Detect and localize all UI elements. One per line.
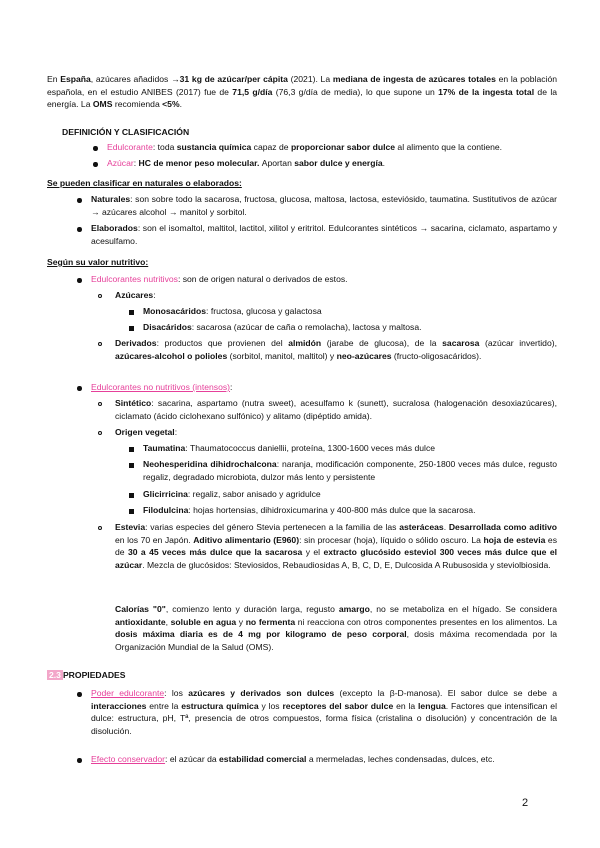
poder-text: entre la	[146, 700, 182, 711]
intro-text: recomienda	[112, 99, 163, 110]
estevia-text: Aditivo alimentario (E960)	[193, 534, 300, 545]
calorias-text: Calorías "0"	[115, 604, 166, 614]
poder-text: azúcares y derivados son dulces	[188, 688, 335, 698]
square-bullet-icon	[129, 310, 134, 315]
calorias-text: , no se metaboliza en el hígado. Se considera	[369, 604, 557, 614]
derivados-text: neo-azúcares	[336, 350, 392, 361]
estevia-text: 30 a 45 veces más dulce que la sacarosa	[127, 547, 303, 558]
derivados-text: : productos que provienen del	[156, 338, 289, 348]
label-origen-vegetal: Origen vegetal	[115, 427, 175, 437]
intro-text: España	[60, 74, 91, 84]
square-bullet-icon	[129, 493, 134, 498]
poder-text: : los	[164, 688, 189, 698]
azucares-item	[115, 289, 156, 302]
calorias-text: soluble en agua	[170, 616, 237, 627]
sintetico-text: : sacarina, aspartamo (nutra sweet), acesulfamo k (sunett), sucralosa (halogenación desoxiazúcares), ciclamato (ácido ciclohexano sulfónico) y alitamo (dipéptido amida).	[115, 398, 557, 421]
derivados-text: almidón	[288, 338, 322, 348]
def-text: proporcionar sabor dulce	[290, 142, 396, 152]
calorias-text: antioxidante	[115, 616, 166, 627]
disacaridos-text: : sacarosa (azúcar de caña o remolacha), lactosa y maltosa.	[191, 322, 422, 332]
label-naturales: Naturales	[91, 194, 131, 204]
def-text: :	[133, 158, 139, 168]
neohesperidina-text: : naranja, modificación componente, 250-1800 veces más dulce, regusto regaliz, degradado microbiota, dulzor más lento y persistente	[143, 459, 557, 482]
label-filodulcina: Filodulcina	[143, 505, 189, 515]
poder-text: y los	[258, 700, 283, 711]
calorias-text: , comienzo lento y duración larga, regusto	[165, 604, 339, 614]
section-title-propiedades	[47, 669, 126, 682]
taumatina-text: : Thaumatococcus daniellii, proteína, 1300-1600 veces más dulce	[185, 443, 436, 453]
calorias-text: ni reacciona con otros componentes presentes en los alimentos. La	[295, 616, 557, 627]
subheader-naturales: Se pueden clasificar en naturales o elaborados:	[47, 178, 242, 188]
derivados-text: (azúcar invertido),	[479, 338, 557, 348]
naturales-item	[91, 193, 557, 218]
term-poder-edulcorante: Poder edulcorante	[91, 688, 165, 698]
calorias-text: y	[236, 616, 246, 627]
colon: :	[153, 290, 156, 300]
intro-text: .	[179, 99, 182, 110]
def-text: al alimento que la contiene.	[395, 142, 503, 152]
label-azucares: Azúcares	[115, 290, 154, 300]
poder-text: lengua	[418, 700, 446, 711]
circle-bullet-icon	[98, 342, 102, 346]
estevia-text: .	[443, 522, 449, 532]
taumatina-item	[143, 442, 557, 455]
subheader-valor-nutritivo: Según su valor nutritivo:	[47, 257, 149, 267]
section-title-definicion: DEFINICIÓN Y CLASIFICACIÓN	[62, 127, 190, 137]
conservador-text: a mermeladas, leches condensadas, dulces, etc.	[306, 754, 495, 764]
estevia-text: . Mezcla de glucósidos: Steviosidos, Rebaudiosidas A, B, C, D, E, Dulcosida A Rubusosida y steviolbiosida.	[142, 559, 551, 570]
derivados-text: (fructo-oligosacáridos).	[391, 350, 482, 361]
poder-text: interacciones	[91, 700, 147, 711]
derivados-text: (jarabe de glucosa), de la	[321, 338, 443, 348]
derivados-text: (sorbitol, manitol, maltitol) y	[227, 350, 337, 361]
estevia-text: es de	[115, 534, 557, 558]
intro-paragraph	[47, 73, 557, 111]
colon: :	[230, 382, 233, 392]
estevia-text: : varias especies del género Stevia pertenecen a la familia de las	[145, 522, 400, 532]
glicirricina-item	[143, 488, 321, 501]
derivados-item	[115, 337, 557, 362]
def-text: sabor dulce y energía	[294, 158, 383, 168]
def-text: .	[382, 158, 385, 168]
calorias-text: , dosis máxima recomendada por la Organización Mundial de la Salud (OMS).	[115, 629, 557, 652]
edulcorantes-nutritivos-text: : son de origen natural o derivados de estos.	[177, 274, 348, 284]
conservador-text: estabilidad comercial	[219, 754, 307, 764]
edulcorantes-nutritivos	[91, 273, 557, 286]
def-edulcorante	[107, 141, 557, 154]
derivados-text: sacarosa	[442, 338, 480, 348]
term-edulcorantes-no-nutritivos: Edulcorantes no nutritivos (intensos)	[91, 382, 231, 392]
bullet-icon	[77, 758, 82, 763]
intro-text: 17% de la ingesta total	[438, 86, 535, 97]
page-number: 2	[522, 797, 529, 809]
poder-text: (excepto la β-D-manosa). El sabor dulce se debe a	[334, 688, 558, 698]
filodulcina-item	[143, 504, 557, 517]
intro-text: En	[47, 74, 61, 84]
intro-text: en la población española, en el estudio ANIBES (2017) fue de	[47, 74, 558, 97]
term-edulcorantes-nutritivos: Edulcorantes nutritivos	[91, 274, 178, 284]
intro-text: de la energía. La	[47, 86, 558, 110]
poder-edulcorante-item	[91, 687, 557, 737]
poder-text: receptores del sabor dulce	[282, 700, 394, 711]
intro-text: 71,5 g/día	[232, 86, 273, 97]
monosacaridos-text: : fructosa, glucosa y galactosa	[206, 306, 322, 316]
label-derivados: Derivados	[115, 338, 157, 348]
glicirricina-text: : regaliz, sabor anisado y agridulce	[187, 489, 321, 499]
intro-text: OMS	[92, 99, 113, 110]
section-number-badge: 2.3	[49, 670, 61, 680]
estevia-text: hoja de estevia	[483, 534, 546, 545]
calorias-text: amargo	[338, 604, 370, 614]
bullet-icon	[77, 227, 82, 232]
label-monosacaridos: Monosacáridos	[143, 306, 207, 316]
bullet-icon	[77, 692, 82, 697]
calorias-text: dosis máxima diaria es de 4 mg por kilogramo de peso corporal	[115, 629, 407, 640]
label-taumatina: Taumatina	[143, 443, 186, 453]
def-text: Aportan	[261, 158, 295, 168]
intro-text: (76,3 g/día de media), lo que supone un	[272, 86, 439, 97]
elaborados-item	[91, 222, 557, 247]
estevia-text: asteráceas	[399, 522, 444, 532]
origen-vegetal-item	[115, 426, 177, 439]
bullet-icon	[93, 146, 98, 151]
def-azucar	[107, 157, 557, 170]
sintetico-item	[115, 397, 557, 422]
intro-text: <5%	[162, 99, 180, 110]
label-glicirricina: Glicirricina	[143, 489, 188, 499]
filodulcina-text: : hojas hortensias, dihidroxicumarina y 400-800 más dulce que la sacarosa.	[188, 505, 476, 515]
label-disacaridos: Disacáridos	[143, 322, 192, 332]
elaborados-text: : son el isomaltol, maltitol, lactitol, xilitol y eritritol. Edulcorantes sintéticos → sacarina, ciclamato, aspartamo y acesulfamo.	[91, 223, 557, 246]
circle-bullet-icon	[98, 294, 102, 298]
def-text: capaz de	[251, 142, 291, 152]
poder-text: estructura química	[181, 700, 259, 711]
efecto-conservador-item	[91, 753, 557, 766]
intro-text: , azúcares añadidos	[90, 74, 172, 84]
square-bullet-icon	[129, 447, 134, 452]
label-neohesperidina: Neohesperidina dihidrochalcona	[143, 459, 277, 469]
monosacaridos-item	[143, 305, 322, 318]
edulcorantes-no-nutritivos	[91, 381, 232, 394]
label-sintetico: Sintético	[115, 398, 152, 408]
estevia-text: Desarrollada como aditivo	[448, 522, 557, 532]
calorias-paragraph	[115, 603, 557, 653]
square-bullet-icon	[129, 463, 134, 468]
poder-text: en la	[393, 700, 419, 711]
poder-text: . Factores que intensifican el dulce: estructura, pH, Tª, presencia de otros compuestos, forma física (cristalina o disolución) y concentración de la disolución.	[91, 700, 558, 736]
estevia-text: extracto glucósido esteviol 300 veces más dulce que el azúcar	[115, 547, 558, 570]
bullet-icon	[77, 386, 82, 391]
estevia-text: y el	[302, 547, 324, 558]
label-elaborados: Elaborados	[91, 223, 138, 233]
intro-text: →31 kg de azúcar/per cápita	[171, 74, 288, 84]
colon: :	[174, 427, 178, 437]
derivados-text: azúcares-alcohol o polioles	[115, 350, 228, 361]
def-text: HC de menor peso molecular.	[138, 158, 262, 168]
estevia-text: en los 70 en Japón.	[115, 534, 194, 545]
square-bullet-icon	[129, 509, 134, 514]
naturales-text: : son sobre todo la sacarosa, fructosa, glucosa, maltosa, lactosa, esteviósido, taumatina. Sustitutivos de azúcar → azúcares alcohol → manitol y sorbitol.	[91, 194, 557, 217]
square-bullet-icon	[129, 326, 134, 331]
intro-text: mediana de ingesta de azúcares totales	[332, 74, 496, 84]
term-efecto-conservador: Efecto conservador	[91, 754, 166, 764]
disacaridos-item	[143, 321, 422, 334]
bullet-icon	[77, 278, 82, 283]
neohesperidina-item	[143, 458, 557, 483]
estevia-item	[115, 521, 557, 571]
estevia-text: : sin procesar (hoja), líquido o sólido oscuro. La	[299, 534, 484, 545]
term-edulcorante: Edulcorante	[107, 142, 153, 152]
circle-bullet-icon	[98, 402, 102, 406]
intro-text: (2021). La	[287, 74, 333, 84]
circle-bullet-icon	[98, 431, 102, 435]
conservador-text: : el azúcar da	[165, 754, 220, 764]
calorias-text: ,	[165, 616, 171, 627]
def-text: : toda	[152, 142, 177, 152]
bullet-icon	[93, 162, 98, 167]
bullet-icon	[77, 198, 82, 203]
calorias-text: no fermenta	[245, 616, 296, 627]
term-azucar: Azúcar	[107, 158, 134, 168]
section-title-text: PROPIEDADES	[62, 670, 126, 680]
circle-bullet-icon	[98, 526, 102, 530]
def-text: sustancia química	[176, 142, 252, 152]
label-estevia: Estevia	[115, 522, 146, 532]
